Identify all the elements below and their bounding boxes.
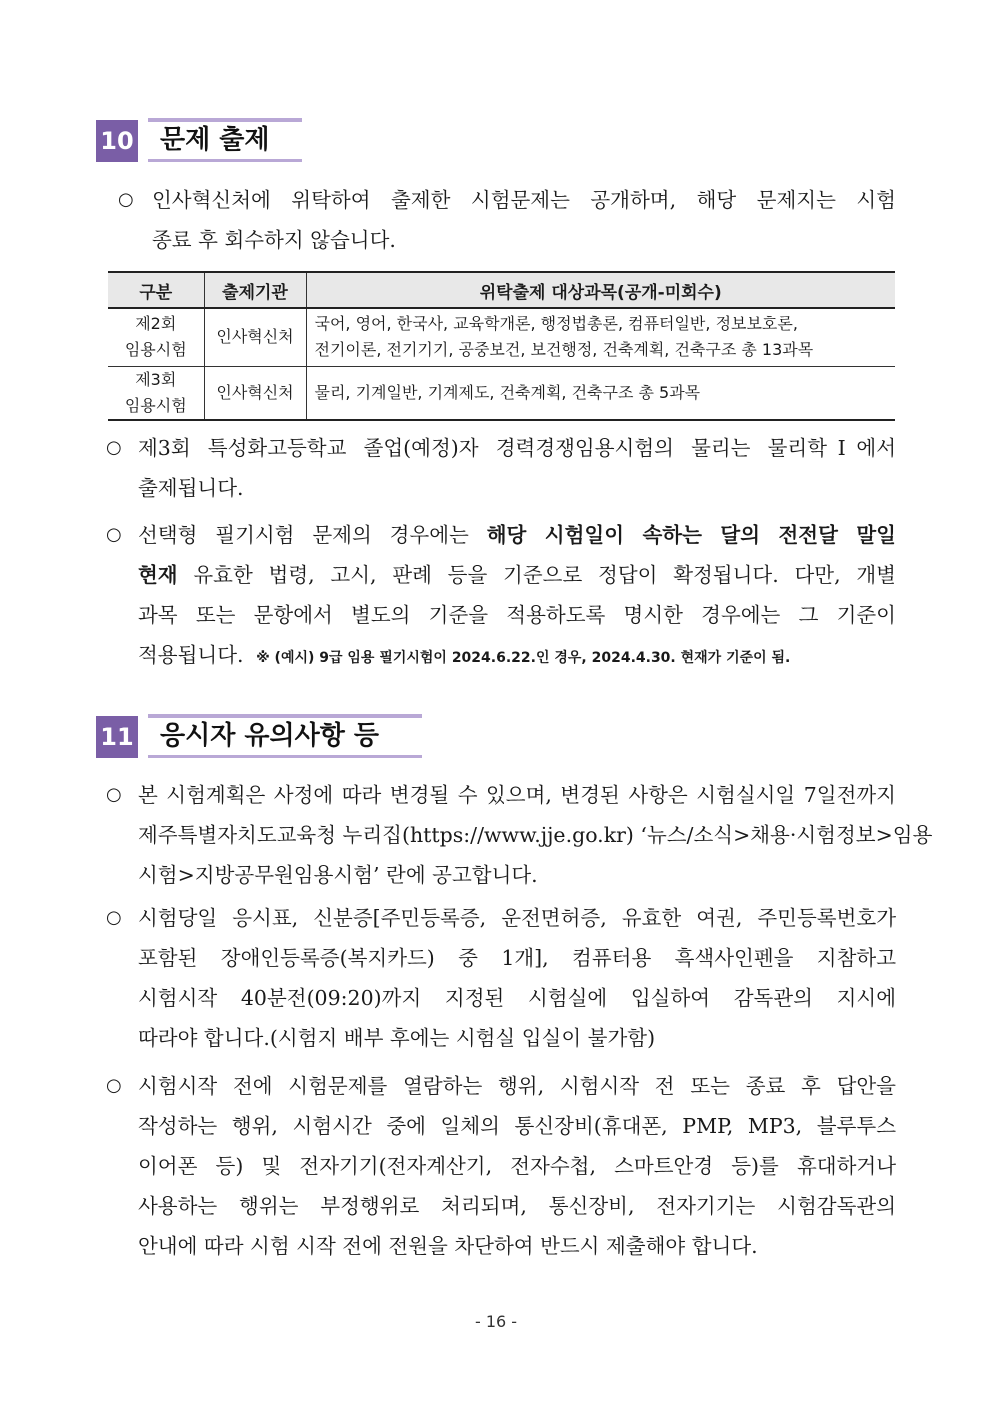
text-line [138, 635, 790, 678]
notice-paragraph [106, 898, 898, 1058]
table-row [108, 366, 895, 420]
physics-paragraph [106, 428, 898, 508]
subjects-cell: 물리, 기계일반, 기계제도, 건축계획, 건축구조 총 5과목 [306, 366, 895, 420]
exam-cell [108, 308, 204, 366]
notice-paragraph [106, 1066, 898, 1266]
text-line: 사용하는 행위는 부정행위로 처리되며, 통신장비, 전자기기는 시험감독관의 [138, 1194, 896, 1218]
table-row [108, 308, 895, 366]
text-line: 안내에 따라 시험 시작 전에 전원을 차단하여 반드시 제출해야 합니다. [138, 1234, 758, 1258]
answer-basis-paragraph [106, 515, 898, 675]
notice-paragraph [106, 775, 933, 895]
agency-cell: 인사혁신처 [204, 308, 306, 366]
bold-emphasis: 해당 시험일이 속하는 달의 전전달 말일 [486, 523, 896, 547]
column-header: 구분 [108, 272, 204, 308]
bold-emphasis: 현재 [138, 563, 178, 587]
text-line [138, 555, 896, 595]
subjects-line: 전기이론, 전기기기, 공중보건, 보건행정, 건축계획, 건축구조 총 13과목 [314, 340, 814, 360]
text-line: 포함된 장애인등록증(복지카드) 중 1개], 컴퓨터용 흑색사인펜을 지참하고 [138, 946, 896, 970]
column-header: 위탁출제 대상과목(공개-미회수) [306, 272, 895, 308]
exam-cell [108, 366, 204, 420]
bullet-icon: ○ [118, 189, 134, 210]
intro-paragraph [118, 180, 898, 260]
exam-subject-table [108, 271, 895, 421]
table-header-row [108, 272, 895, 308]
exam-type: 임용시험 [124, 395, 187, 415]
bullet-icon: ○ [106, 907, 122, 928]
text-line: 제3회 특성화고등학교 졸업(예정)자 경력경쟁임용시험의 물리는 물리학Ⅰ에서 [138, 436, 896, 460]
agency-cell: 인사혁신처 [204, 366, 306, 420]
section-title: 응시자 유의사항 등 [160, 721, 380, 751]
text-line: 과목 또는 문항에서 별도의 기준을 적용하도록 명시한 경우에는 그 기준이 [138, 603, 896, 627]
text-line: 본 시험계획은 사정에 따라 변경될 수 있으며, 변경된 사항은 시험실시일 7일전까지 [138, 783, 896, 807]
page-number: - 16 - [474, 1312, 518, 1331]
section-11-header [96, 714, 426, 758]
bullet-icon: ○ [106, 437, 122, 458]
text-line [138, 515, 896, 555]
text-line: 이어폰 등) 및 전자기기(전자계산기, 전자수첩, 스마트안경 등)를 휴대하거나 [138, 1154, 896, 1178]
text-line: 종료 후 회수하지 않습니다. [152, 228, 396, 252]
text-span: 적용됩니다. [138, 643, 244, 667]
subjects-cell [306, 308, 895, 366]
text-line: 시험>지방공무원임용시험’ 란에 공고합니다. [138, 863, 538, 887]
text-line: 시험시작 40분전(09:20)까지 지정된 시험실에 입실하여 감독관의 지시에 [138, 986, 896, 1010]
example-note: ※ (예시) 9급 임용 필기시험이 2024.6.22.인 경우, 2024.4.30. 현재가 기준이 됨. [256, 650, 791, 666]
text-span: 유효한 법령, 고시, 판례 등을 기준으로 정답이 확정됩니다. 다만, 개별 [177, 563, 896, 587]
subjects-line: 국어, 영어, 한국사, 교육학개론, 행정법총론, 컴퓨터일반, 정보보호론, [314, 314, 798, 334]
section-10-header [96, 118, 306, 162]
text-line: 출제됩니다. [138, 476, 244, 500]
header-bottom-rule [148, 159, 302, 162]
text-line: 따라야 합니다.(시험지 배부 후에는 시험실 입실이 불가함) [138, 1026, 656, 1050]
text-span: 선택형 필기시험 문제의 경우에는 [138, 523, 487, 547]
bullet-icon: ○ [106, 524, 122, 545]
header-bottom-rule [148, 755, 422, 758]
exam-round: 제2회 [135, 314, 177, 334]
bullet-icon: ○ [106, 784, 122, 805]
text-line: 인사혁신처에 위탁하여 출제한 시험문제는 공개하며, 해당 문제지는 시험 [152, 188, 896, 212]
text-line: 제주특별자치도교육청 누리집(https://www.jje.go.kr) ‘뉴스/소식>채용·시험정보>임용 [138, 823, 933, 847]
text-line: 시험시작 전에 시험문제를 열람하는 행위, 시험시작 전 또는 종료 후 답안을 [138, 1074, 896, 1098]
exam-type: 임용시험 [124, 340, 187, 360]
section-number: 10 [96, 120, 138, 162]
section-title: 문제 출제 [160, 125, 270, 155]
column-header: 출제기관 [204, 272, 306, 308]
text-line: 작성하는 행위, 시험시간 중에 일체의 통신장비(휴대폰, PMP, MP3, 블루투스 [138, 1114, 896, 1138]
text-line: 시험당일 응시표, 신분증[주민등록증, 운전면허증, 유효한 여권, 주민등록번호가 [138, 906, 896, 930]
section-number: 11 [96, 716, 138, 758]
exam-round: 제3회 [135, 369, 177, 389]
bullet-icon: ○ [106, 1075, 122, 1096]
